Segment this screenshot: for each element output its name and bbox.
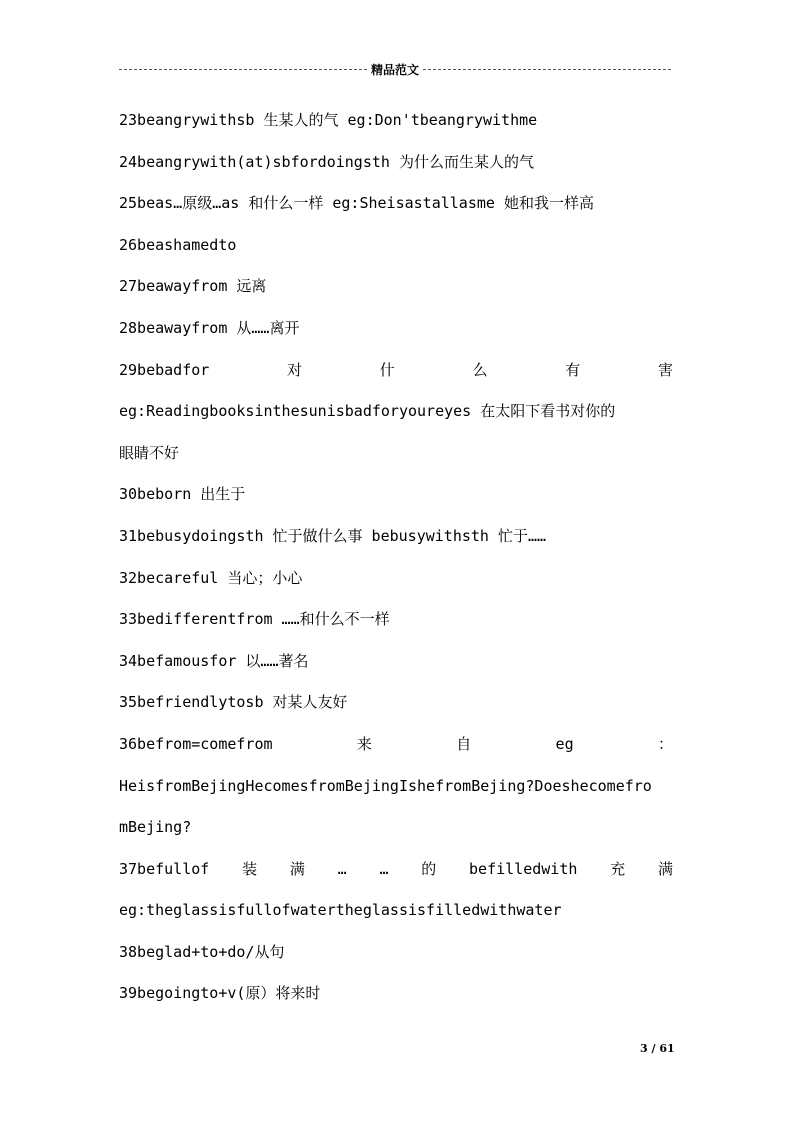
text-segment: 充 <box>610 859 626 878</box>
text-line: 27beawayfrom 远离 <box>119 277 267 296</box>
text-segment: 么 <box>472 360 488 379</box>
text-line <box>119 350 673 392</box>
text-segment: 来 <box>356 734 372 753</box>
text-segment: eg <box>555 734 574 753</box>
text-line: 31bebusydoingsth 忙于做什么事 bebusywithsth 忙于…… <box>119 526 547 545</box>
text-line: 23beangrywithsb 生某人的气 eg:Don'tbeangrywithme <box>119 111 538 129</box>
text-line: eg:theglassisfullofwatertheglassisfilledwithwater <box>119 901 562 920</box>
text-segment: befilledwith <box>469 859 578 878</box>
text-segment: 自 <box>456 734 472 753</box>
text-segment: 37befullof <box>119 859 210 878</box>
text-line: HeisfromBejingHecomesfromBejingIshefromBejing?Doeshecomefro <box>119 776 652 795</box>
text-line: mBejing? <box>119 818 192 837</box>
text-segment: 装 <box>242 859 258 878</box>
text-line: 39begoingto+v(原）将来时 <box>119 984 321 1003</box>
text-line: 眼睛不好 <box>119 443 180 462</box>
text-line: 32becareful 当心；小心 <box>119 568 303 587</box>
text-segment: 29bebadfor <box>119 360 210 379</box>
text-segment: … <box>337 859 347 878</box>
text-segment: 36befrom=comefrom <box>119 734 273 753</box>
text-segment: 满 <box>657 859 673 878</box>
text-segment: 的 <box>421 859 437 878</box>
text-line: 24beangrywith(at)sbfordoingsth 为什么而生某人的气 <box>119 152 534 171</box>
text-segment: 满 <box>289 859 305 878</box>
text-segment: 对 <box>287 360 303 379</box>
header-rule-right <box>423 69 671 70</box>
text-segment: 有 <box>565 360 581 379</box>
text-segment: 害 <box>657 360 673 379</box>
text-segment: ： <box>657 734 673 753</box>
text-line: 34befamousfor 以……著名 <box>119 651 309 670</box>
text-line: 30beborn 出生于 <box>119 485 246 504</box>
text-segment: 什 <box>379 360 395 379</box>
document-body <box>119 100 673 1015</box>
text-line <box>119 724 673 766</box>
text-segment: … <box>379 859 389 878</box>
text-line: 26beashamedto <box>119 235 237 254</box>
page-header <box>119 60 671 78</box>
text-line: 28beawayfrom 从……离开 <box>119 318 300 337</box>
page-number: 3 / 61 <box>640 1042 675 1055</box>
text-line: 33bedifferentfrom ……和什么不一样 <box>119 610 390 629</box>
text-line <box>119 849 673 891</box>
header-title: 精品范文 <box>371 62 420 77</box>
text-line: 38beglad+to+do/从句 <box>119 942 285 961</box>
header-rule-left <box>119 69 367 70</box>
text-line: eg:Readingbooksinthesunisbadforyoureyes 在太阳下看书对你的 <box>119 402 616 421</box>
text-line: 25beas…原级…as 和什么一样 eg:Sheisastallasme 她和我一样高 <box>119 194 594 213</box>
text-line: 35befriendlytosb 对某人友好 <box>119 693 348 712</box>
